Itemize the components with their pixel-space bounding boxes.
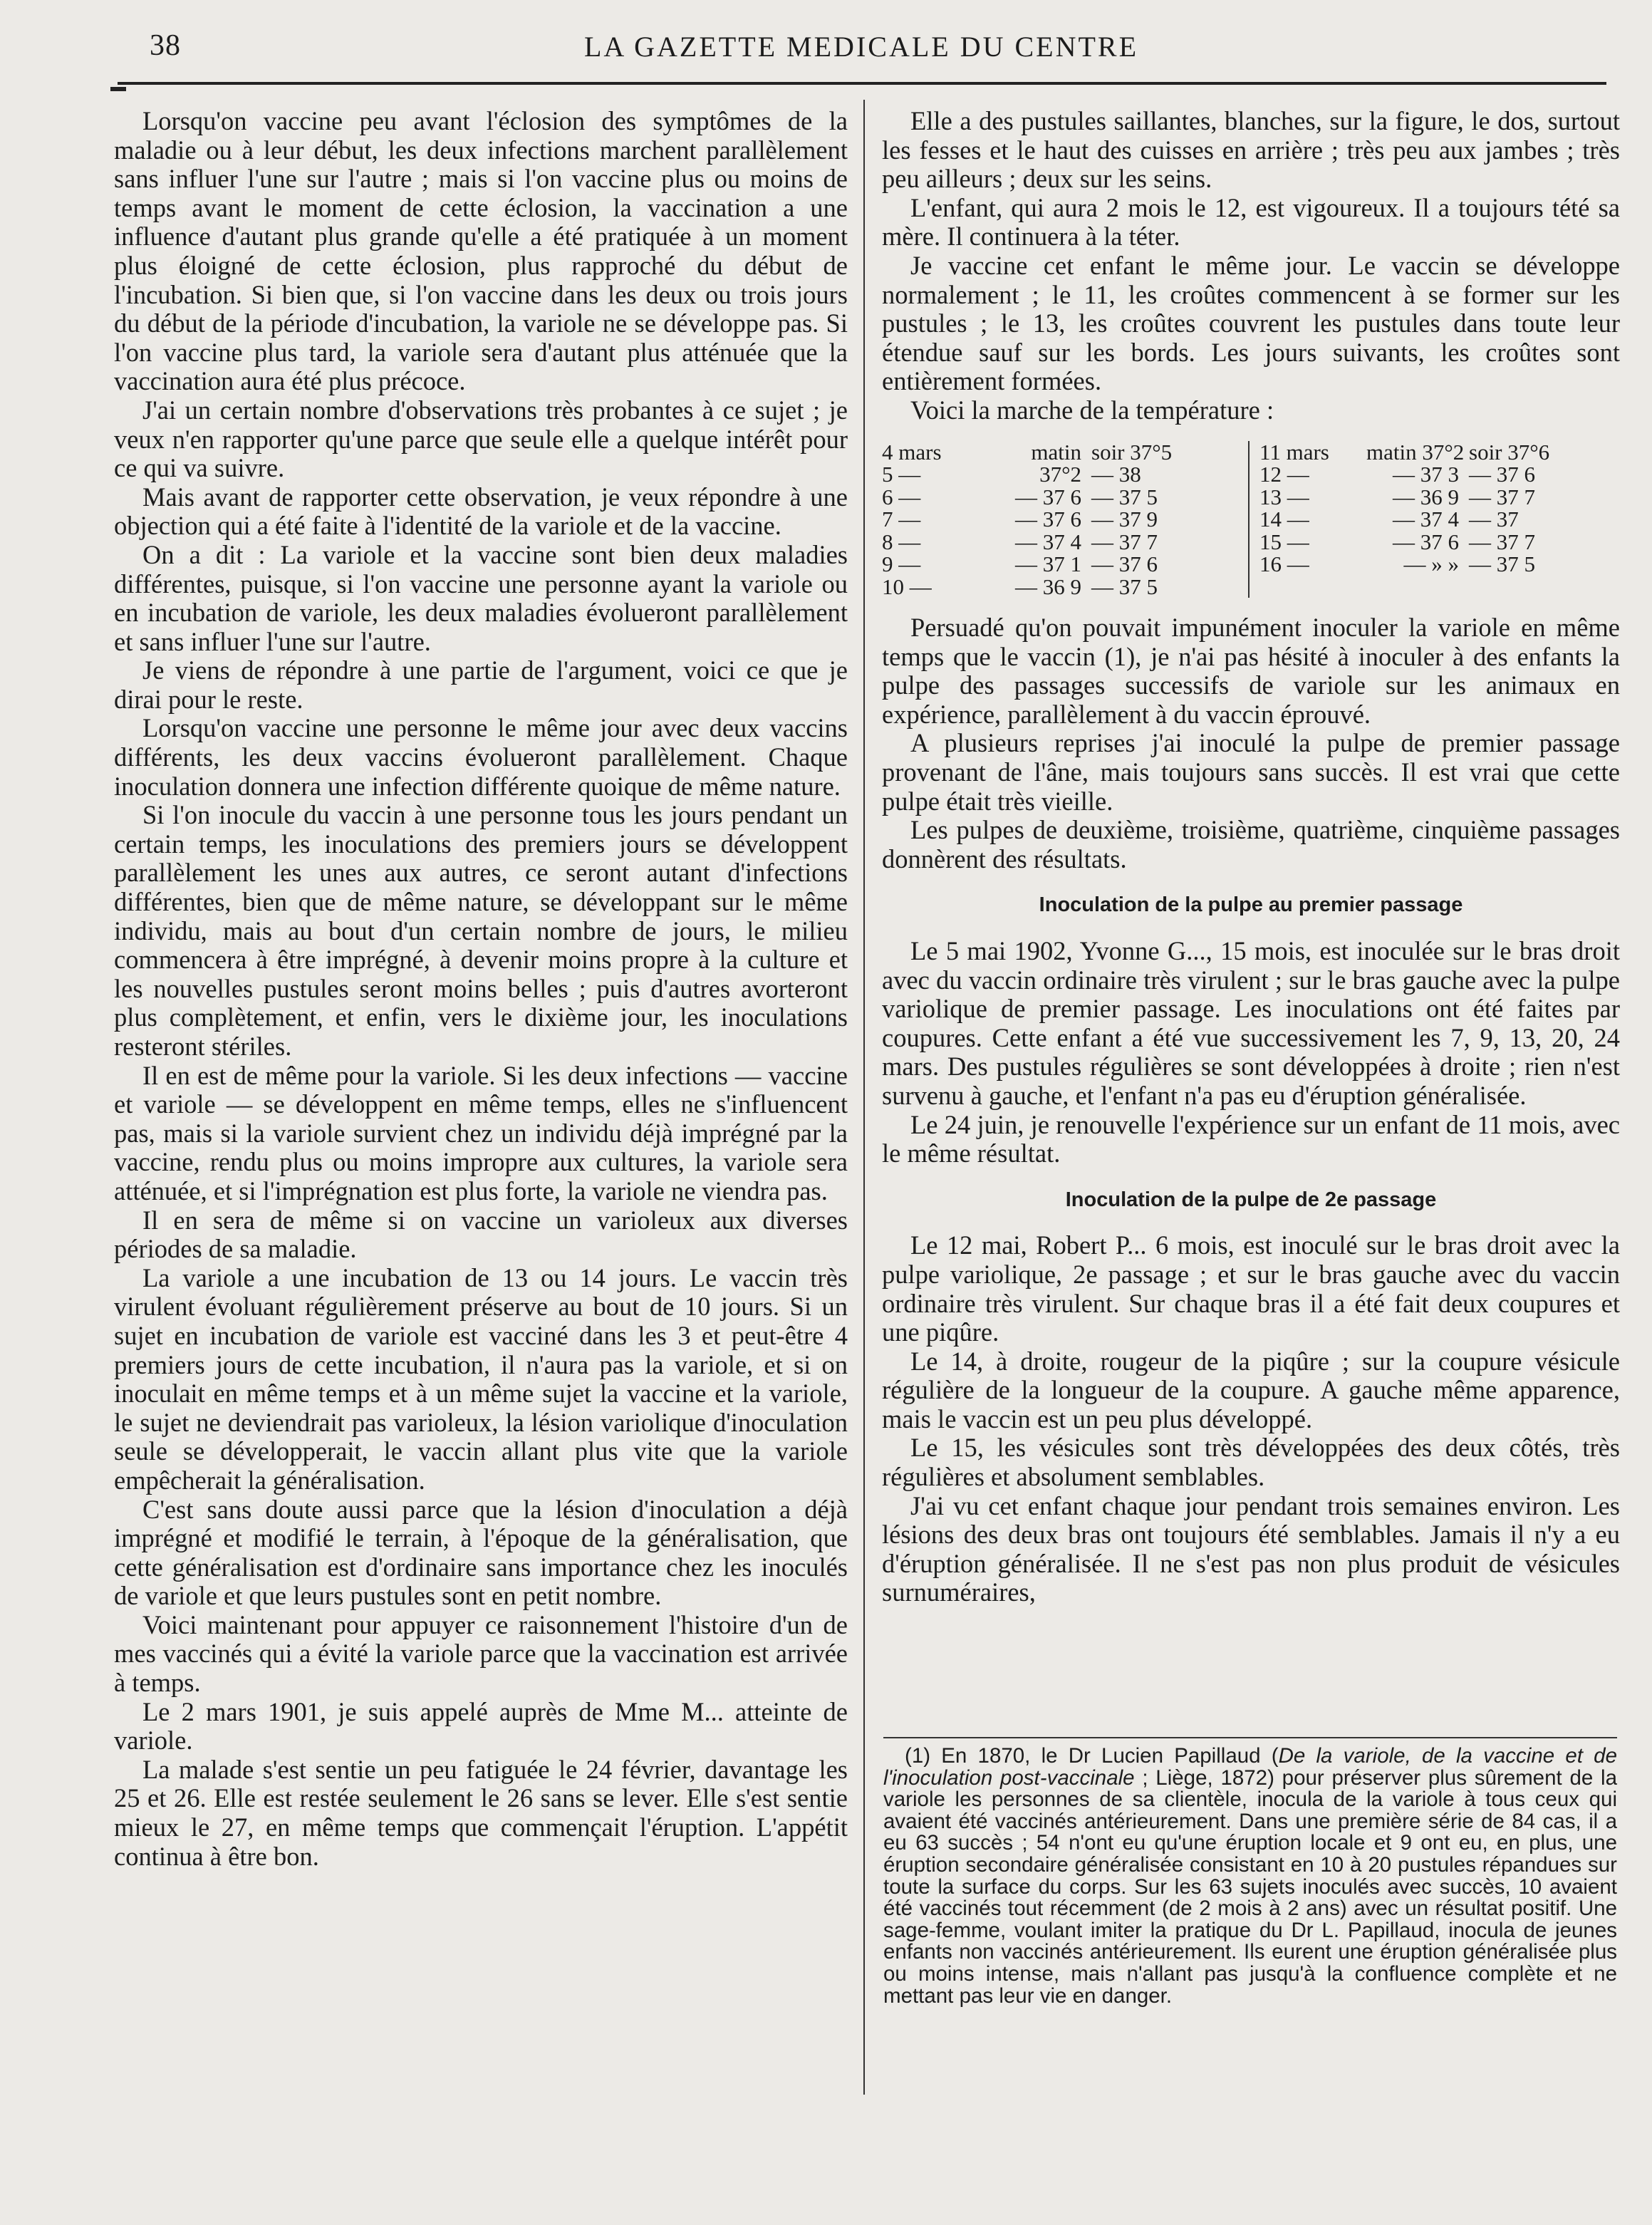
paragraph: Si l'on inocule du vaccin à une personne tous les jours pendant un certain temps, les inoculations des premiers jours se développent parallèlement les unes aux autres, ce seront autant d'infections différentes, bien que de même nature, se développant sur le même individu, mais au bout d'un certain nombre de jours, le milieu commencera à être imprégné, à devenir moins propre à la culture et les nouvelles pustules seront moins belles ; puis d'autres avorteront plus complètement, et enfin, vers le dixième jour, les inoculations resteront stériles. [114, 800, 848, 1061]
paragraph: A plusieurs reprises j'ai inoculé la pulpe de premier passage provenant de l'âne, mais toujours sans succès. Il est vrai que cette pulpe était très vieille. [882, 728, 1620, 816]
footnote-italic-title: De la variole, de la vaccine et de l'inoculation post-vaccinale [883, 1744, 1617, 1790]
paragraph: Les pulpes de deuxième, troisième, quatrième, cinquième passages donnèrent des résultats. [882, 815, 1620, 873]
table-row [1259, 553, 1620, 576]
table-cell: — 37 9 [1091, 507, 1158, 532]
table-cell: 11 mars [1259, 439, 1329, 465]
paragraph: Le 12 mai, Robert P... 6 mois, est inoculé sur le bras droit avec la pulpe variolique, 2e passage ; et sur le bras gauche avec du vaccin ordinaire très virulent. Sur chaque bras il a été fait deux coupures et une piqûre. [882, 1230, 1620, 1347]
temperature-table [882, 441, 1620, 598]
table-cell: — 37 6 [1015, 507, 1081, 532]
table-cell: 14 — [1259, 507, 1309, 532]
table-cell: 12 — [1259, 462, 1309, 487]
column-divider [863, 100, 865, 2095]
table-cell: — 37 7 [1469, 529, 1535, 554]
paragraph: Elle a des pustules saillantes, blanches, sur la figure, le dos, surtout les fesses et le haut des cuisses en arrière ; très peu aux jambes ; très peu ailleurs ; deux sur les seins. [882, 106, 1620, 194]
paragraph: J'ai vu cet enfant chaque jour pendant trois semaines environ. Les lésions des deux bras ont toujours été semblables. Jamais il n'y a eu d'éruption généralisée. Il ne s'est pas non plus produit de vésicules surnuméraires, [882, 1490, 1620, 1607]
paragraph: Je vaccine cet enfant le même jour. Le vaccin se développe normalement ; le 11, les croûtes commencent à se former sur les pustules ; le 13, les croûtes couvrent les pustules dans toute leur étendue sauf sur les bords. Les jours suivants, les croûtes sont entièrement formées. [882, 250, 1620, 396]
table-row [1259, 486, 1620, 509]
paragraph: Le 15, les vésicules sont très développées des deux côtés, très régulières et absolument semblables. [882, 1433, 1620, 1492]
table-cell: 6 — [882, 484, 921, 509]
section-title: Inoculation de la pulpe de 2e passage [1065, 1188, 1437, 1211]
paragraph: Il en est de même pour la variole. Si les deux infections — vaccine et variole — se développent en même temps, elles ne s'influencent pas, mais si la variole survient chez un individu déjà imprégné par la vaccine, rendu plus ou moins impropre aux cultures, la variole sera atténuée, et si l'imprégnation est plus forte, la variole ne viendra pas. [114, 1060, 848, 1205]
page-header [142, 28, 1603, 71]
table-cell: — 36 9 [1015, 574, 1081, 599]
table-cell: — 37 1 [1015, 551, 1081, 577]
table-cell: soir 37°5 [1091, 439, 1173, 465]
table-cell: — 37 5 [1091, 574, 1158, 599]
table-cell: — 37 7 [1469, 484, 1535, 509]
table-cell: 8 — [882, 529, 921, 554]
paragraph: C'est sans doute aussi parce que la lésion d'inoculation a déjà imprégné et modifié le terrain, à l'époque de la généralisation, que cette généralisation est d'ordinaire sans importance chez les inoculés de variole et que leurs pustules sont en petit nombre. [114, 1494, 848, 1611]
table-cell: 37°2 [1039, 462, 1081, 487]
table-cell: 15 — [1259, 529, 1309, 554]
paragraph: La malade s'est sentie un peu fatiguée le 24 février, davantage les 25 et 26. Elle est restée seulement le 26 sans se lever. Elle s'est sentie mieux le 27, en même temps que commençait l'éruption. L'appétit continua à être bon. [114, 1754, 848, 1871]
table-cell: matin [1031, 439, 1081, 465]
header-rule-mark [110, 87, 126, 91]
table-cell: 10 — [882, 574, 932, 599]
table-row [1259, 463, 1620, 486]
paragraph: Le 5 mai 1902, Yvonne G..., 15 mois, est inoculée sur le bras droit avec du vaccin ordinaire très virulent ; sur le bras gauche avec la pulpe variolique de premier passage. Les inoculations ont été faites par coupures. Cette enfant a été vue successivement les 7, 9, 13, 20, 24 mars. Des pustules régulières se sont développées à droite ; rien n'est survenu à gauche, et l'enfant n'a pas eu d'éruption généralisée. [882, 935, 1620, 1110]
table-cell: — 37 6 [1469, 462, 1535, 487]
table-row [882, 486, 1242, 509]
footnote-lead: (1) En 1870, le Dr Lucien Papillaud ( [905, 1744, 1279, 1768]
table-cell: 7 — [882, 507, 921, 532]
paragraph: L'enfant, qui aura 2 mois le 12, est vigoureux. Il a toujours tété sa mère. Il continuera à la téter. [882, 192, 1620, 251]
temperature-table-right [1250, 441, 1620, 598]
paragraph: Je viens de répondre à une partie de l'argument, voici ce que je dirai pour le reste. [114, 655, 848, 714]
paragraph: Il en sera de même si on vaccine un varioleux aux diverses périodes de sa maladie. [114, 1205, 848, 1264]
paragraph: Voici la marche de la température : [910, 395, 1274, 425]
right-column [882, 107, 1620, 1607]
table-cell: 13 — [1259, 484, 1309, 509]
footnote-text: ; Liège, 1872) pour préserver plus sûrement de la variole les personnes de sa clientèle, inocula de la variole à tous ceux qui avaient été vaccinés antérieurement. Dans une première série de 84 cas, il a eu 63 succès ; 54 n'ont eu qu'une éruption locale et 9 ont eu, en plus, une éruption secondaire généralisée consistant en 10 à 20 pustules répandues sur toute la surface du corps. Sur les 63 sujets inoculés avec succès, 10 avaient été vaccinés tout récemment (de 2 mois à 2 ans) avec un résultat positif. Une sage-femme, voulant imiter la pratique du Dr L. Papillaud, inocula de jeunes enfants non vaccinés antérieurement. Ils eurent une éruption généralisée plus ou moins intense, mais n'allant pas jusqu'à la confluence complète et ne mettant pas leur vie en danger. [883, 1765, 1617, 2008]
paragraph: Mais avant de rapporter cette observation, je veux répondre à une objection qui a été faite à l'identité de la variole et de la vaccine. [114, 482, 848, 541]
table-cell: 5 — [882, 462, 921, 487]
table-cell: — 37 5 [1469, 551, 1535, 577]
table-cell: — 37 6 [1091, 551, 1158, 577]
table-cell: soir 37°6 [1469, 439, 1550, 465]
table-row [882, 576, 1242, 598]
table-cell: 4 mars [882, 439, 942, 465]
paragraph: Persuadé qu'on pouvait impunément inoculer la variole en même temps que le vaccin (1), je n'ai pas hésité à inoculer à des enfants la pulpe des passages successifs de variole sur les animaux en expérience, parallèlement à du vaccin éprouvé. [882, 613, 1620, 729]
paragraph: Le 14, à droite, rougeur de la piqûre ; sur la coupure vésicule régulière de la longueur de la coupure. A gauche même apparence, mais le vaccin est un peu plus développé. [882, 1346, 1620, 1433]
paragraph: On a dit : La variole et la vaccine sont bien deux maladies différentes, puisque, si l'on vaccine une personne ayant la variole ou en incubation de variole, les deux maladies évolueront parallèlement et sans influer l'une sur l'autre. [114, 539, 848, 656]
table-row [882, 508, 1242, 531]
paragraph: Lorsqu'on vaccine peu avant l'éclosion des symptômes de la maladie ou à leur début, les deux infections marchent parallèlement sans influer l'une sur l'autre ; mais si l'on vaccine plus ou moins de temps avant le moment de cette éclosion, la vaccination a une influence d'autant plus grande qu'elle a été pratiquée à un moment plus éloigné de cette éclosion, plus rapproché du début de l'incubation. Si bien que, si l'on vaccine dans les deux ou trois jours du début de la période d'incubation, la variole ne se développe pas. Si l'on vaccine plus tard, la variole sera d'autant plus atténuée que la vaccination aura été plus précoce. [114, 106, 848, 396]
table-cell: — » » [1403, 551, 1459, 577]
table-cell: — 36 9 [1393, 484, 1459, 509]
section-title: Inoculation de la pulpe au premier passage [1039, 893, 1463, 917]
page-number: 38 [150, 29, 181, 62]
table-cell: — 37 4 [1393, 507, 1459, 532]
table-cell: — 37 5 [1091, 484, 1158, 509]
journal-title: LA GAZETTE MEDICALE DU CENTRE [584, 31, 1139, 63]
paragraph: Lorsqu'on vaccine une personne le même jour avec deux vaccins différents, les deux vaccins évolueront parallèlement. Chaque inoculation donnera une infection différente quoique de même nature. [114, 713, 848, 801]
table-cell: — 37 3 [1393, 462, 1459, 487]
table-cell: — 37 [1469, 507, 1519, 532]
table-row [1259, 508, 1620, 531]
table-row [1259, 531, 1620, 554]
table-row [882, 463, 1242, 486]
table-row [1259, 441, 1620, 464]
paragraph: La variole a une incubation de 13 ou 14 jours. Le vaccin très virulent évoluant régulièrement préserve au bout de 10 jours. Si un sujet en incubation de variole est vacciné dans les 3 et peut-être 4 premiers jours de cette incubation, il n'aura pas la variole, et si on inoculait en même temps et à un même sujet la vaccine et la variole, le sujet ne deviendrait pas varioleux, la lésion variolique d'inoculation seule se développerait, le vaccin allant plus vite que la variole empêcherait la généralisation. [114, 1262, 848, 1495]
table-cell: — 37 4 [1015, 529, 1081, 554]
table-cell: — 37 6 [1393, 529, 1459, 554]
paragraph: Le 2 mars 1901, je suis appelé auprès de Mme M... atteinte de variole. [114, 1696, 848, 1755]
table-cell: matin 37°2 [1366, 439, 1465, 465]
table-row [882, 553, 1242, 576]
paragraph: J'ai un certain nombre d'observations très probantes à ce sujet ; je veux n'en rapporter qu'une parce que seule elle a quelque intérêt pour ce qui va suivre. [114, 395, 848, 483]
table-cell: — 37 6 [1015, 484, 1081, 509]
footnote [883, 1746, 1617, 2007]
table-cell: 9 — [882, 551, 921, 577]
header-rule [118, 82, 1606, 85]
table-cell: — 38 [1091, 462, 1141, 487]
paragraph: Le 24 juin, je renouvelle l'expérience sur un enfant de 11 mois, avec le même résultat. [882, 1109, 1620, 1168]
table-cell: 16 — [1259, 551, 1309, 577]
left-column [114, 107, 848, 1871]
table-row [882, 441, 1242, 464]
table-row [882, 531, 1242, 554]
footnote-rule [883, 1737, 1617, 1738]
temperature-table-left [882, 441, 1250, 598]
table-cell: — 37 7 [1091, 529, 1158, 554]
paragraph: Voici maintenant pour appuyer ce raisonnement l'histoire d'un de mes vaccinés qui a évité la variole parce que la vaccination est arrivée à temps. [114, 1609, 848, 1698]
